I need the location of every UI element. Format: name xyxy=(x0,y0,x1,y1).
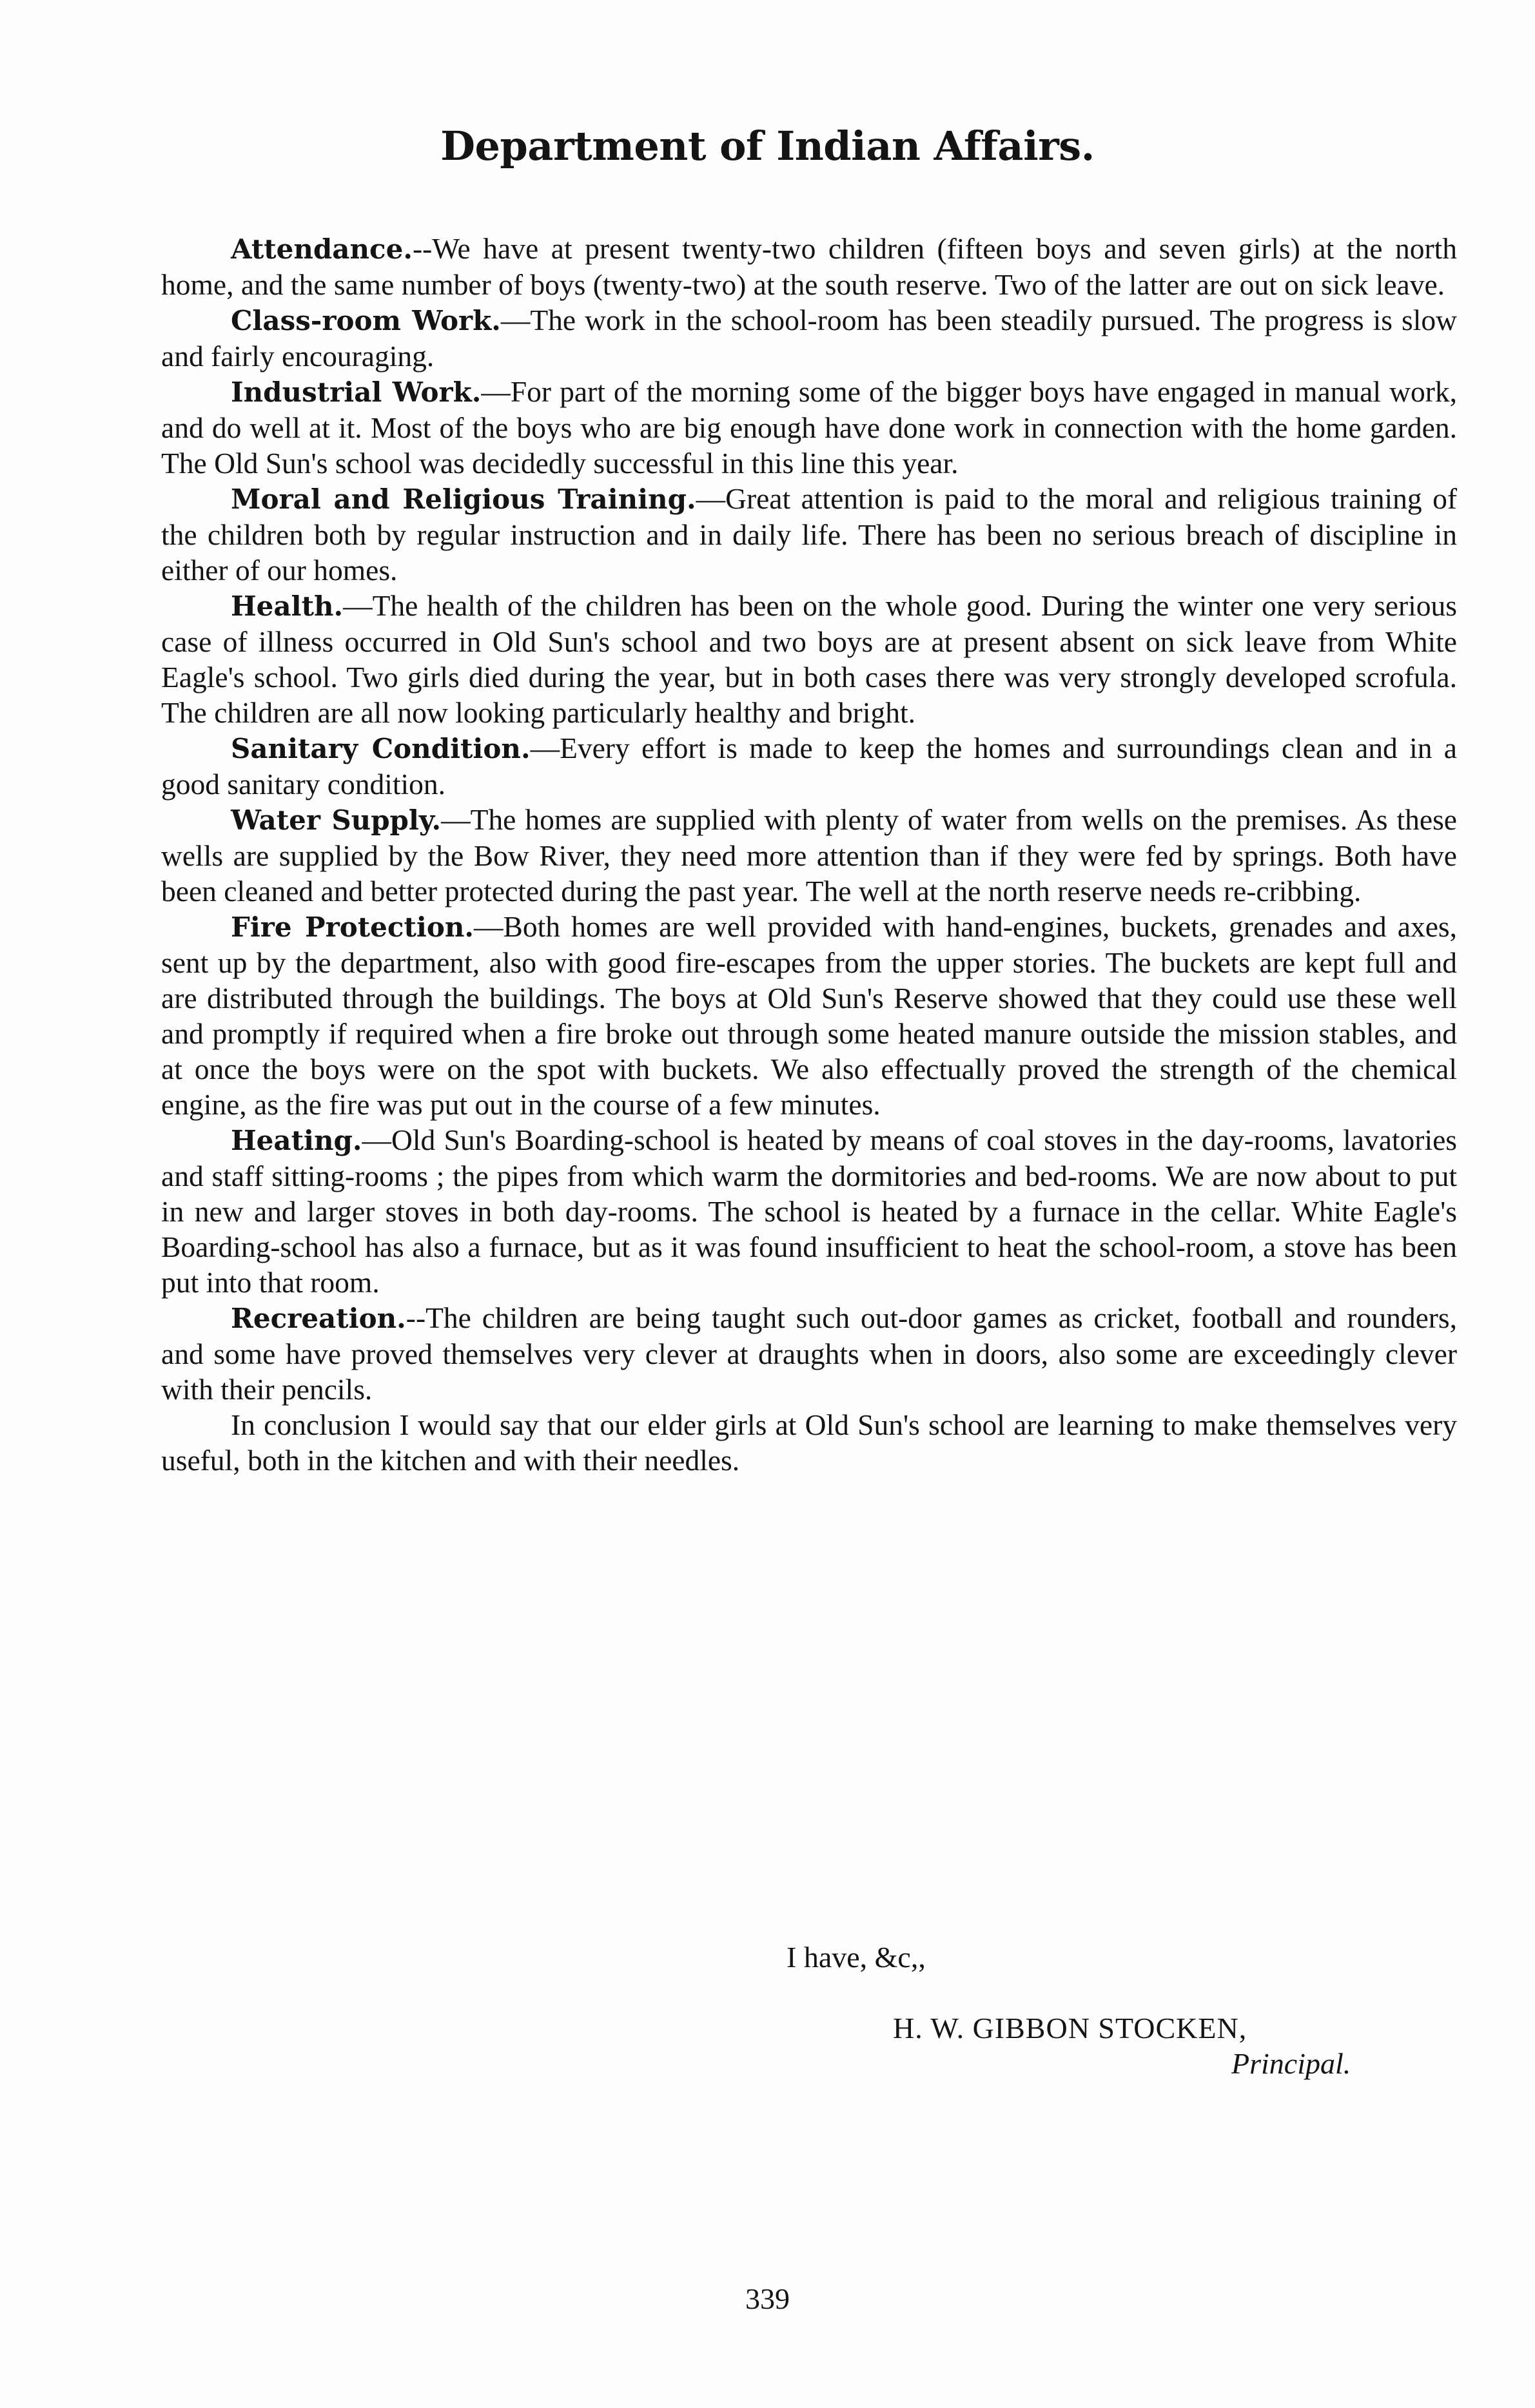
paragraph-fire-protection xyxy=(161,909,1457,1122)
signer-name: H. W. GIBBON STOCKEN, xyxy=(893,2012,1247,2044)
paragraph-text: —The health of the children has been on the whole good. During the winter one very serious case of illness occurred in Old Sun's school and two boys are at present absent on sick leave from White Eagle's school. Two girls died during the year, but in both cases there was very strongly developed scrofula. The children are all now looking particularly healthy and bright. xyxy=(161,589,1457,729)
signer-title: Principal. xyxy=(1231,2047,1351,2080)
paragraph-text: --We have at present twenty-two children (fifteen boys and seven girls) at the north home, and the same number of boys (twenty-two) at the south reserve. Two of the latter are out on sick leave. xyxy=(161,232,1457,301)
paragraph-text: --The children are being taught such out-door games as cricket, football and rounders, and some have proved themselves very clever at draughts when in doors, also some are exceedingly clever with their pencils. xyxy=(161,1301,1457,1406)
paragraph-sanitary xyxy=(161,730,1457,802)
section-heading: Sanitary Condition. xyxy=(231,733,531,764)
section-heading: Attendance. xyxy=(231,233,413,265)
report-body xyxy=(161,231,1457,1478)
section-heading: Water Supply. xyxy=(231,804,442,836)
section-heading: Health. xyxy=(231,590,344,622)
paragraph-text: —For part of the morning some of the bigger boys have engaged in manual work, and do well at it. Most of the boys who are big enough have done work in connection with the home garden. The Old Sun's school was decidedly successful in this line this year. xyxy=(161,375,1457,480)
paragraph-text: —Old Sun's Boarding-school is heated by means of coal stoves in the day-rooms, lavatories and staff sitting-rooms ; the pipes from which warm the dormitories and bed-rooms. We are now about to put in new and larger stoves in both day-rooms. The school is heated by a furnace in the cellar. White Eagle's Boarding-school has also a furnace, but as it was found insufficient to heat the school-room, a stove has been put into that room. xyxy=(161,1123,1457,1299)
paragraph-text: In conclusion I would say that our elder girls at Old Sun's school are learning to make themselves very useful, both in the kitchen and with their needles. xyxy=(161,1408,1457,1477)
paragraph-water-supply xyxy=(161,802,1457,909)
paragraph-health xyxy=(161,588,1457,730)
section-heading: Recreation. xyxy=(231,1303,406,1334)
paragraph-industrial-work xyxy=(161,374,1457,481)
section-heading: Fire Protection. xyxy=(231,911,474,943)
section-heading: Moral and Religious Training. xyxy=(231,483,696,515)
page-number: 339 xyxy=(745,2282,790,2315)
paragraph-recreation xyxy=(161,1300,1457,1407)
section-heading: Heating. xyxy=(231,1125,362,1156)
paragraph-heating xyxy=(161,1122,1457,1300)
paragraph-moral-religious xyxy=(161,481,1457,588)
section-heading: Class-room Work. xyxy=(231,305,501,336)
paragraph-text: —Both homes are well provided with hand-engines, buckets, grenades and axes, sent up by the department, also with good fire-escapes from the upper stories. The buckets are kept full and are distributed through the buildings. The boys at Old Sun's Reserve showed that they could use these well and promptly if required when a fire broke out through some heated manure outside the mission stables, and at once the boys were on the spot with buckets. We also effectually proved the strength of the chemical engine, as the fire was put out in the course of a few minutes. xyxy=(161,910,1457,1121)
section-heading: Industrial Work. xyxy=(231,376,482,408)
paragraph-text: —Every effort is made to keep the homes and surroundings clean and in a good sanitary condition. xyxy=(161,732,1457,801)
paragraph-attendance xyxy=(161,231,1457,302)
page-title: Department of Indian Affairs. xyxy=(440,122,1095,170)
paragraph-class-room-work xyxy=(161,302,1457,374)
paragraph-text: —Great attention is paid to the moral and religious training of the children both by regular instruction and in daily life. There has been no serious breach of discipline in either of our homes. xyxy=(161,482,1457,587)
closing-greeting: I have, &c,, xyxy=(787,1941,926,1974)
paragraph-conclusion xyxy=(161,1407,1457,1478)
paragraph-text: —The work in the school-room has been steadily pursued. The progress is slow and fairly encouraging. xyxy=(161,304,1457,373)
paragraph-text: —The homes are supplied with plenty of water from wells on the premises. As these wells are supplied by the Bow River, they need more attention than if they were fed by springs. Both have been cleaned and better protected during the past year. The well at the north reserve needs re-cribbing. xyxy=(161,803,1457,908)
